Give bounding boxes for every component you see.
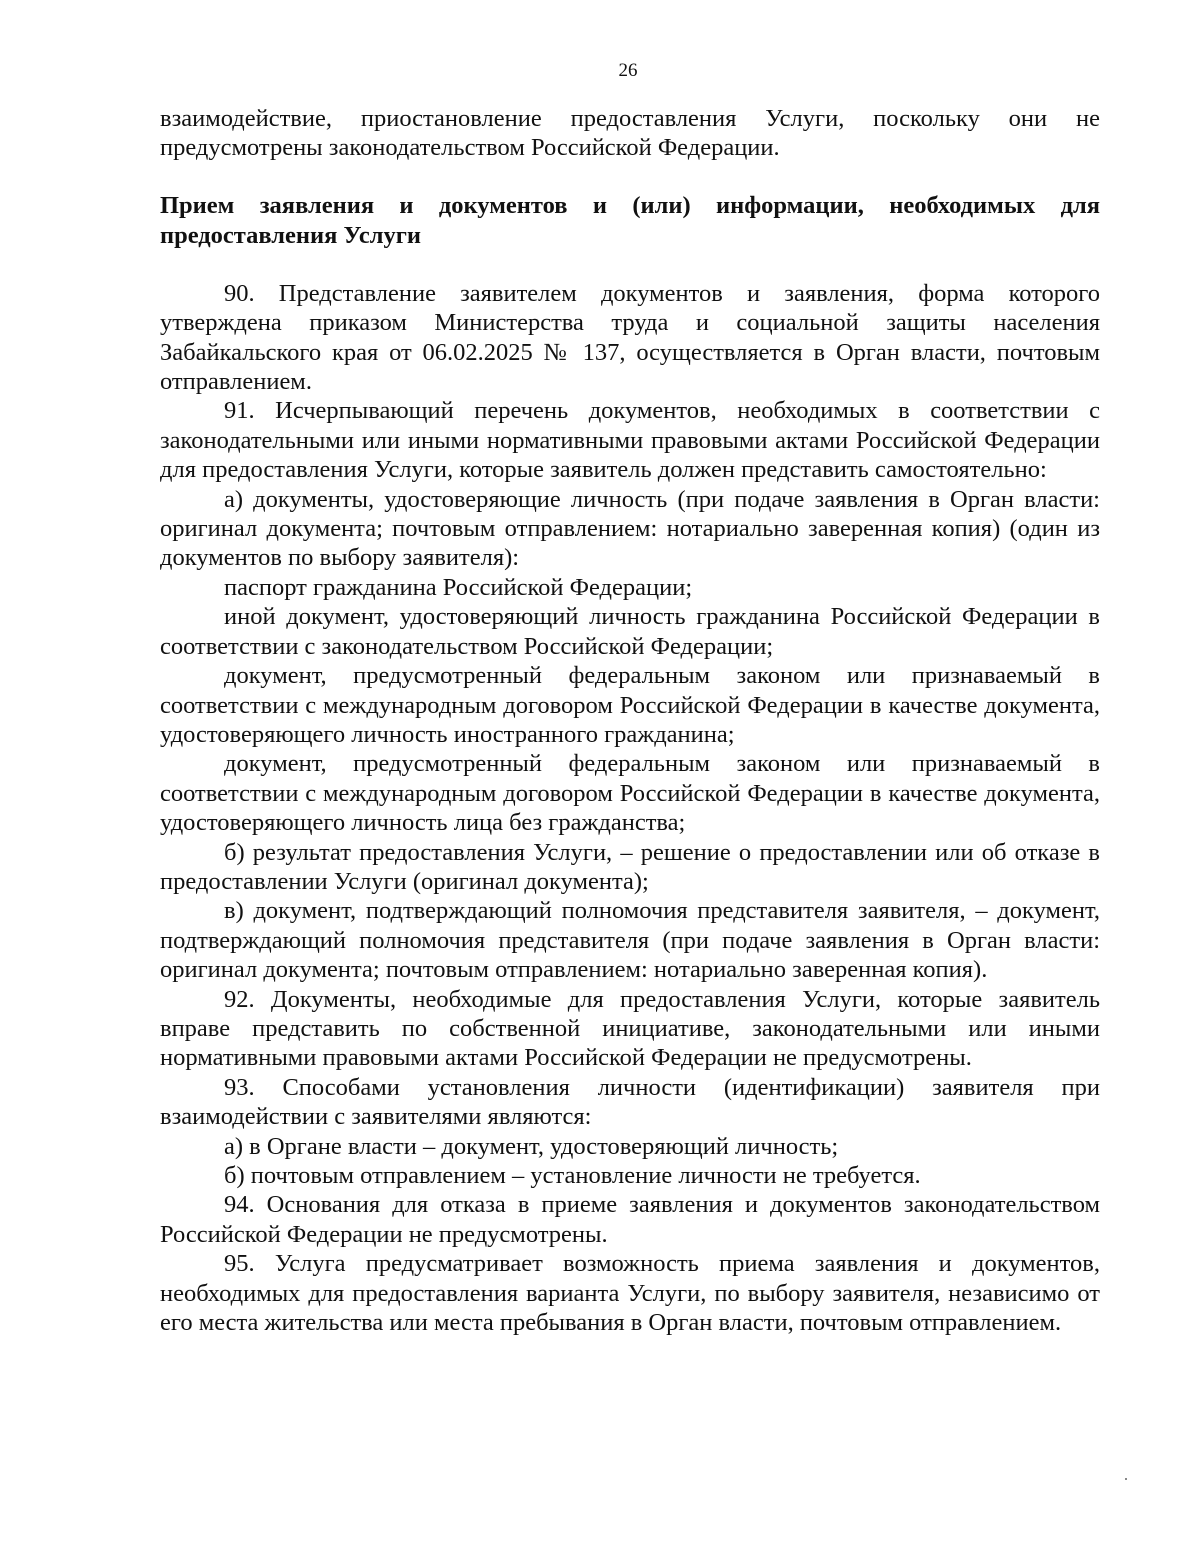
paragraph-91-a-2: иной документ, удостоверяющий личность гражданина Российской Федерации в соответствии с законодательством Российской Федерации; — [160, 603, 1100, 660]
paragraph-91: 91. Исчерпывающий перечень документов, необходимых в соответствии с законодательными или иными нормативными правовыми актами Российской Федерации для предоставления Услуги, которые заявитель должен представить самостоятельно: — [160, 397, 1100, 484]
paragraph-91-a: а) документы, удостоверяющие личность (при подаче заявления в Орган власти: оригинал документа; почтовым отправлением: нотариально заверенная копия) (один из документов по выбору заявителя): — [160, 485, 1100, 572]
paragraph-91-a-4: документ, предусмотренный федеральным законом или признаваемый в соответствии с международным договором Российской Федерации в качестве документа, удостоверяющего личность лица без гражданства; — [160, 750, 1100, 837]
section-heading: Прием заявления и документов и (или) информации, необходимых для предоставления Услуги — [160, 191, 1100, 249]
scan-speck — [1125, 1478, 1127, 1480]
paragraph-90: 90. Представление заявителем документов и заявления, форма которого утверждена приказом Министерства труда и социальной защиты населения Забайкальского края от 06.02.2025 № 137, осуществляется в Орган власти, почтовым отправлением. — [160, 279, 1100, 396]
paragraph-91-c: в) документ, подтверждающий полномочия представителя заявителя, – документ, подтверждающий полномочия представителя (при подаче заявления в Орган власти: оригинал документа; почтовым отправлением: нотариально заверенная копия). — [160, 897, 1100, 984]
paragraph-94: 94. Основания для отказа в приеме заявления и документов законодательством Российской Федерации не предусмотрены. — [160, 1191, 1100, 1248]
paragraph-93-b: б) почтовым отправлением – установление личности не требуется. — [224, 1162, 921, 1189]
paragraph-93-a: а) в Органе власти – документ, удостоверяющий личность; — [224, 1132, 839, 1160]
paragraph-91-a-1: паспорт гражданина Российской Федерации; — [224, 573, 693, 601]
paragraph-91-b: б) результат предоставления Услуги, – решение о предоставлении или об отказе в предоставлении Услуги (оригинал документа); — [160, 838, 1100, 895]
paragraph-92: 92. Документы, необходимые для предоставления Услуги, которые заявитель вправе представить по собственной инициативе, законодательными или иными нормативными правовыми актами Российской Федерации не предусмотрены. — [160, 985, 1100, 1072]
document-body — [160, 104, 1100, 1337]
paragraph-95: 95. Услуга предусматривает возможность приема заявления и документов, необходимых для предоставления варианта Услуги, по выбору заявителя, независимо от его места жительства или места пребывания в Орган власти, почтовым отправлением. — [160, 1250, 1100, 1337]
paragraph-93: 93. Способами установления личности (идентификации) заявителя при взаимодействии с заявителями являются: — [160, 1073, 1100, 1131]
intro-paragraph: взаимодействие, приостановление предоставления Услуги, поскольку они не предусмотрены законодательством Российской Федерации. — [160, 105, 1100, 162]
page-number: 26 — [618, 60, 638, 81]
paragraph-91-a-3: документ, предусмотренный федеральным законом или признаваемый в соответствии с международным договором Российской Федерации в качестве документа, удостоверяющего личность иностранного гражданина; — [160, 662, 1100, 748]
